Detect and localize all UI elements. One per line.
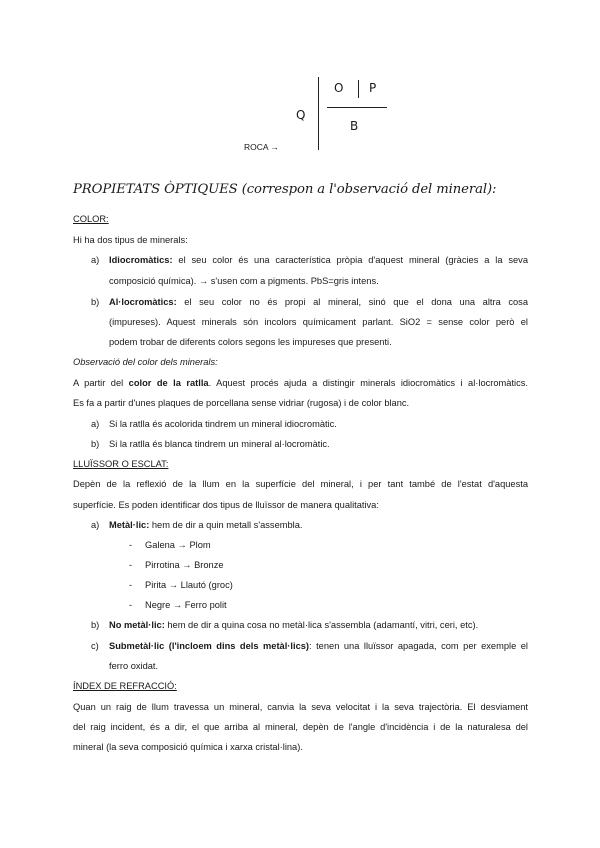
diagram-main-vertical-line <box>318 77 319 150</box>
page-title: PROPIETATS ÒPTIQUES (correspon a l'observació del mineral): <box>73 182 497 197</box>
lluissor-item-a <box>109 518 564 532</box>
lluissor-item-b-text: hem de dir a quina cosa no metàl·lica s'assembla (adamantí, vitri, ceri, etc). <box>164 620 479 630</box>
example-item: Negre → Ferro polit <box>145 600 227 610</box>
list-marker: b) <box>91 297 100 307</box>
section-heading-color: COLOR: <box>73 214 109 224</box>
example-item: Pirita → Llautó (groc) <box>145 580 233 590</box>
term-allocromatics: Al·locromàtics: <box>109 297 177 307</box>
ratlla-pre: A partir del <box>73 378 129 388</box>
color-item-a-line-2: composició química). → s'usen com a pigments. PbS=gris intens. <box>109 276 379 286</box>
color-item-b-text: el seu color no és propi al mineral, sinó que el dona una altra cosa <box>176 297 528 307</box>
term-no-metallic: No metàl·lic: <box>109 620 165 630</box>
term-metallic: Metàl·lic: <box>109 520 150 530</box>
term-color-ratlla: color de la ratlla <box>128 378 209 388</box>
diagram-label-b: B <box>350 119 359 133</box>
term-idiocromatics: Idiocromàtics: <box>109 255 173 265</box>
diagram-label-p: P <box>369 81 377 95</box>
term-submetallic: Submetàl·lic (l'incloem dins dels metàl·lics) <box>109 641 310 651</box>
color-item-b-line-2: (impureses). Aquest minerals són incolors químicament parlant. SiO2 = sense color però el <box>109 317 528 327</box>
diagram-label-roca: ROCA → <box>244 142 279 152</box>
ratlla-line-1 <box>73 376 528 390</box>
refraccio-line-2: del raig incident, és a dir, el que arriba al mineral, depèn de l'angle d'incidència i de la naturalesa del <box>73 722 528 732</box>
section-heading-refraccio: ÍNDEX DE REFRACCIÓ: <box>73 681 177 691</box>
example-dash: - <box>129 560 133 570</box>
diagram-label-q: Q <box>296 108 306 122</box>
list-marker: a) <box>91 419 100 429</box>
color-intro: Hi ha dos tipus de minerals: <box>73 235 188 245</box>
ratlla-line-2: Es fa a partir d'unes plaques de porcellana sense vidriar (rugosa) i de color blanc. <box>73 398 410 408</box>
refraccio-line-3: mineral (la seva composició química i xarxa cristal·lina). <box>73 742 303 752</box>
ratlla-item-a: Si la ratlla és acolorida tindrem un mineral idiocromàtic. <box>109 419 337 429</box>
lluissor-line-1: Depèn de la reflexió de la llum en la superfície del mineral, i per tant també de l'estat d'aquesta <box>73 479 528 489</box>
list-marker: c) <box>91 641 99 651</box>
lluissor-item-b <box>109 618 564 632</box>
subheading-observacio: Observació del color dels minerals: <box>73 357 218 367</box>
example-dash: - <box>129 600 133 610</box>
lluissor-item-c-text: : tenen una lluïssor apagada, com per exemple el <box>309 641 528 651</box>
lluissor-item-c-line-1 <box>109 639 528 653</box>
ratlla-post: . Aquest procés ajuda a distingir minerals idiocromàtics i al·locromàtics. <box>208 378 528 388</box>
list-marker: b) <box>91 439 100 449</box>
list-marker: b) <box>91 620 100 630</box>
refraccio-line-1: Quan un raig de llum travessa un mineral, canvia la seva velocitat i la seva trajectòria. El desviament <box>73 702 528 712</box>
color-item-a-line-1 <box>109 253 528 267</box>
color-item-b-line-1 <box>109 295 528 309</box>
example-item: Galena → Plom <box>145 540 211 550</box>
lluissor-line-2: superfície. Es poden identificar dos tipus de lluïssor de manera qualitativa: <box>73 500 379 510</box>
list-marker: a) <box>91 255 100 265</box>
section-heading-lluissor: LLUÏSSOR O ESCLAT: <box>73 459 169 469</box>
diagram-small-vertical-line <box>358 80 359 98</box>
example-item: Pirrotina → Bronze <box>145 560 224 570</box>
lluissor-item-a-text: hem de dir a quin metall s'assembla. <box>149 520 303 530</box>
lluissor-item-c-line-2: ferro oxidat. <box>109 661 159 671</box>
list-marker: a) <box>91 520 100 530</box>
ratlla-item-b: Si la ratlla és blanca tindrem un mineral al·locromàtic. <box>109 439 330 449</box>
color-item-b-line-3: podem trobar de diferents colors segons les impureses que presenti. <box>109 337 392 347</box>
diagram-horizontal-line <box>327 107 387 108</box>
color-item-a-text: el seu color és una característica pròpia d'aquest mineral (gràcies a la seva <box>172 255 528 265</box>
diagram-label-o: O <box>334 81 344 95</box>
example-dash: - <box>129 580 133 590</box>
example-dash: - <box>129 540 133 550</box>
